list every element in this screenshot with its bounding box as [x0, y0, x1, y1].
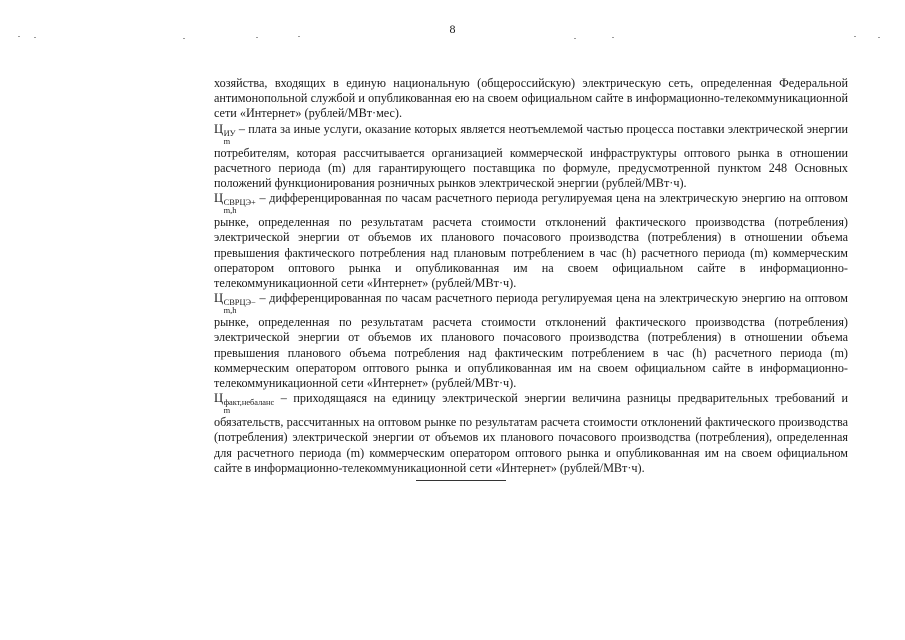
symbol-base: Ц — [214, 191, 224, 206]
price-symbol — [214, 191, 256, 215]
paragraph-continuation — [214, 76, 848, 122]
definition-text: – дифференцированная по часам расчетного периода регулируемая цена на электрическую энергию на оптовом рынке, определенная по результатам расчета стоимости отклонений фактического производства (потребления) электрической энергии от объемов их планового почасового производства (потребления) в отношении объема превышения фактического потребления над плановым потреблением в час (h) расчетного периода (m) коммерческим оператором оптового рынка и опубликованная им на своем официальном сайте в информационно-телекоммуникационной сети «Интернет» (рублей/МВт·ч). — [214, 191, 848, 291]
scan-speck — [256, 37, 258, 38]
definition-text: – плата за иные услуги, оказание которых является неотъемлемой частью процесса поставки электрической энергии потребителям, которая рассчитывается организацией коммерческой инфраструктуры оптового рынка в отношении расчетного периода (m) для гарантирующего поставщика по формуле, предусмотренной пунктом 248 Основных положений функционирования розничных рынков электрической энергии (рублей/МВт·ч). — [214, 121, 848, 191]
symbol-superscript: факт,небаланс — [223, 398, 275, 408]
scan-speck — [612, 37, 614, 38]
body-text — [214, 76, 848, 476]
definition-paragraph — [214, 391, 848, 476]
symbol-base: Ц — [214, 391, 224, 406]
symbol-base: Ц — [214, 121, 224, 136]
symbol-subscript: m,h — [223, 306, 237, 316]
symbol-superscript: СВРЦЭ+ — [223, 198, 256, 208]
paragraph-text: хозяйства, входящих в единую национальную (общероссийскую) электрическую сеть, определенная Федеральной антимонопольной службой и опубликованная ею на своем официальном сайте в информационно-телекоммуникационной сети «Интернет» (рублей/МВт·мес). — [214, 76, 848, 121]
scan-speck — [878, 37, 880, 38]
definition-text: – приходящаяся на единицу электрической энергии величина разницы предварительных требований и обязательств, рассчитанных на оптовом рынке по результатам расчета стоимости отклонений фактического производства (потребления) электрической энергии от объемов их планового почасового производства (потребления), определенная для расчетного периода (m) коммерческим оператором оптового рынка и опубликованная им на своем официальном сайте в информационно-телекоммуникационной сети «Интернет» (рублей/МВт·ч). — [214, 391, 848, 475]
price-symbol — [214, 391, 274, 415]
symbol-base: Ц — [214, 291, 224, 306]
symbol-subscript: m — [223, 406, 231, 416]
scan-speck — [34, 37, 36, 38]
definition-text: – дифференцированная по часам расчетного периода регулируемая цена на электрическую энергию на оптовом рынке, определенная по результатам расчета стоимости отклонений фактического производства (потребления) электрической энергии от объемов их планового почасового производства (потребления) в отношении объема превышения планового объема потребления над фактическим потреблением в час (h) расчетного периода (m) коммерческим оператором оптового рынка и опубликованная им на своем официальном сайте в информационно-телекоммуникационной сети «Интернет» (рублей/МВт·ч). — [214, 291, 848, 391]
page-number: 8 — [449, 22, 456, 36]
symbol-superscript: СВРЦЭ− — [223, 298, 256, 308]
definition-paragraph — [214, 191, 848, 291]
scan-speck — [854, 36, 856, 37]
price-symbol — [214, 122, 236, 146]
footnote-separator — [416, 480, 506, 481]
scan-speck — [183, 38, 185, 39]
symbol-subscript: m,h — [223, 206, 237, 216]
scan-speck — [574, 38, 576, 39]
price-symbol — [214, 291, 256, 315]
scan-speck — [18, 36, 20, 37]
symbol-superscript: ИУ — [223, 128, 236, 138]
definition-paragraph — [214, 291, 848, 391]
symbol-subscript: m — [223, 136, 231, 146]
definition-paragraph — [214, 122, 848, 192]
scan-speck — [298, 36, 300, 37]
